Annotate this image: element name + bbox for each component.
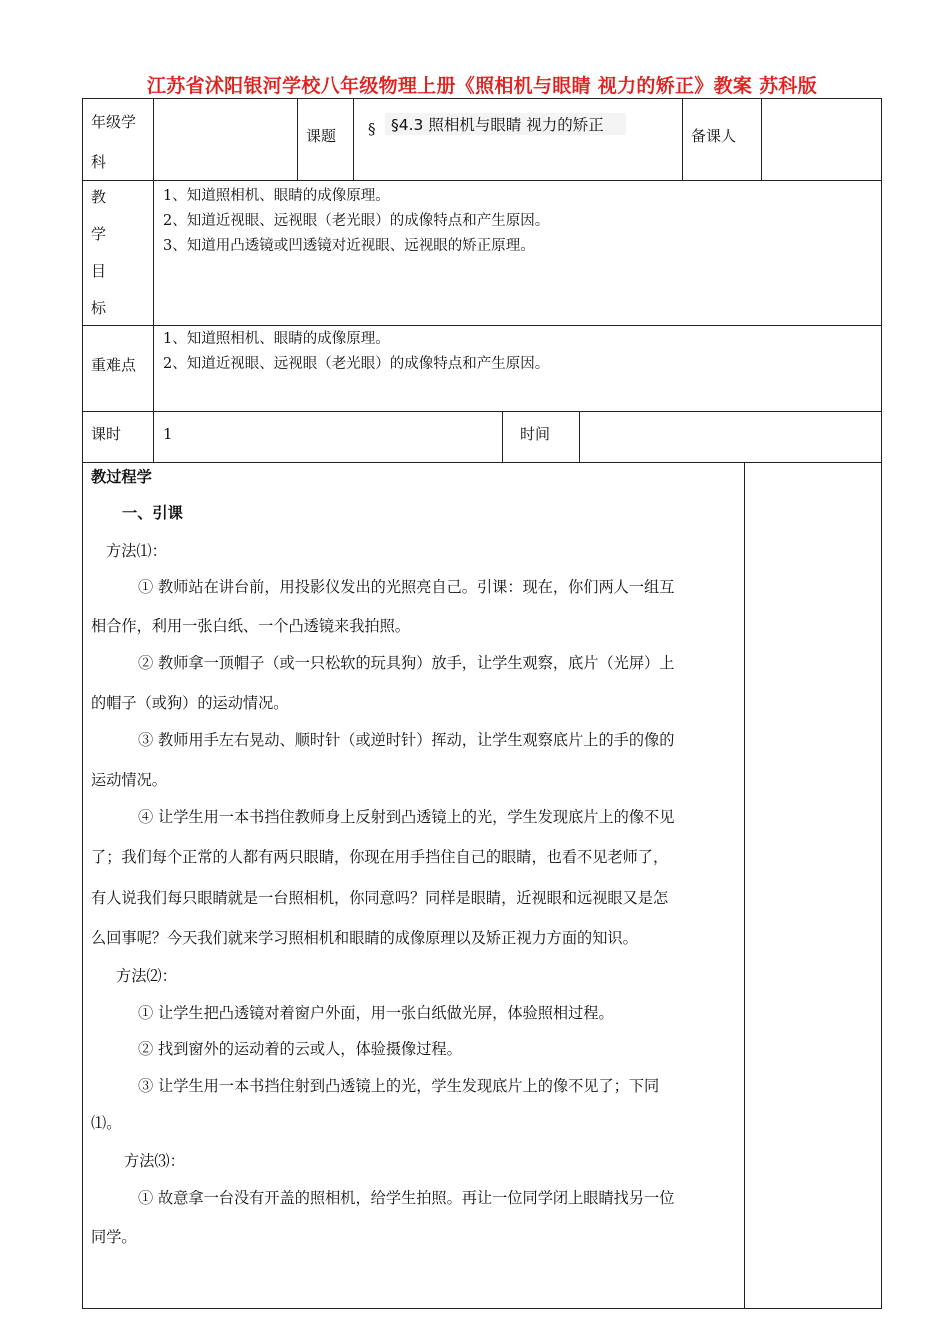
column-divider <box>579 411 580 462</box>
period-label: 课时 <box>91 425 122 443</box>
paragraph-line: ① 故意拿一台没有开盖的照相机，给学生拍照。再让一位同学闭上眼睛找另一位 <box>138 1189 675 1207</box>
objectives-label: 教 学 目 标 <box>91 188 107 317</box>
document-title: 江苏省沭阳银河学校八年级物理上册《照相机与眼睛 视力的矫正》教案 苏科版 <box>146 75 818 97</box>
method-heading: 方法⑴： <box>106 542 167 560</box>
process-heading: 教过程学 <box>91 468 152 486</box>
period-value: 1 <box>163 425 173 443</box>
objectives-list <box>163 184 549 259</box>
column-divider <box>353 98 354 180</box>
row-divider <box>82 462 882 463</box>
paragraph-line: 了；我们每个正常的人都有两只眼睛，你现在用手挡住自己的眼睛，也看不见老师了， <box>91 848 669 866</box>
topic-value: §4.3 照相机与眼睛 视力的矫正 <box>385 113 626 135</box>
paragraph-line: ④ 让学生用一本书挡住教师身上反射到凸透镜上的光，学生发现底片上的像不见 <box>138 808 675 826</box>
topic-label: 课题 <box>306 127 337 145</box>
grade-subject-label: 年级学 科 <box>91 113 137 171</box>
key-point-item: 1、知道照相机、眼睛的成像原理。 <box>163 331 390 347</box>
row-divider <box>82 325 882 326</box>
paragraph-line: 同学。 <box>91 1228 137 1246</box>
prep-teacher-label: 备课人 <box>691 127 737 145</box>
section-heading: 一、引课 <box>122 504 183 522</box>
objective-item: 1、知道照相机、眼睛的成像原理。 <box>163 188 390 204</box>
key-point-item: 2、知道近视眼、远视眼（老光眼）的成像特点和产生原因。 <box>163 356 550 372</box>
paragraph-line: ③ 让学生用一本书挡住射到凸透镜上的光，学生发现底片上的像不见了；下同 <box>138 1077 660 1095</box>
paragraph-line: ⑴。 <box>91 1114 122 1132</box>
key-points-label: 重难点 <box>91 356 137 374</box>
topic-prefix: § <box>368 120 376 138</box>
paragraph-line: 有人说我们每只眼睛就是一台照相机，你同意吗？同样是眼睛，近视眼和远视眼又是怎 <box>91 889 669 907</box>
column-divider <box>502 411 503 462</box>
paragraph-line: 相合作，利用一张白纸、一个凸透镜来我拍照。 <box>91 617 410 635</box>
paragraph-line: ① 让学生把凸透镜对着窗户外面，用一张白纸做光屏，体验照相过程。 <box>138 1004 614 1022</box>
method-heading: 方法⑵： <box>116 967 177 985</box>
paragraph-line: 的帽子（或狗）的运动情况。 <box>91 694 289 712</box>
paragraph-line: 运动情况。 <box>91 771 167 789</box>
row-divider <box>82 411 882 412</box>
paragraph-line: ② 教师拿一顶帽子（或一只松软的玩具狗）放手，让学生观察，底片（光屏）上 <box>138 654 675 672</box>
column-divider <box>682 98 683 180</box>
paragraph-line: 么回事呢？今天我们就来学习照相机和眼睛的成像原理以及矫正视力方面的知识。 <box>91 929 638 947</box>
column-divider <box>153 98 154 462</box>
method-heading: 方法⑶： <box>124 1152 185 1170</box>
column-divider <box>297 98 298 180</box>
row-divider <box>82 180 882 181</box>
paragraph-line: ① 教师站在讲台前，用投影仪发出的光照亮自己。引课：现在，你们两人一组互 <box>138 578 675 596</box>
time-label: 时间 <box>520 425 551 443</box>
column-divider <box>744 462 745 1309</box>
objective-item: 3、知道用凸透镜或凹透镜对近视眼、远视眼的矫正原理。 <box>163 238 535 254</box>
paragraph-line: ② 找到窗外的运动着的云或人，体验摄像过程。 <box>138 1040 462 1058</box>
column-divider <box>761 98 762 180</box>
paragraph-line: ③ 教师用手左右晃动、顺时针（或逆时针）挥动，让学生观察底片上的手的像的 <box>138 731 675 749</box>
key-points-list <box>163 327 549 377</box>
objective-item: 2、知道近视眼、远视眼（老光眼）的成像特点和产生原因。 <box>163 213 550 229</box>
